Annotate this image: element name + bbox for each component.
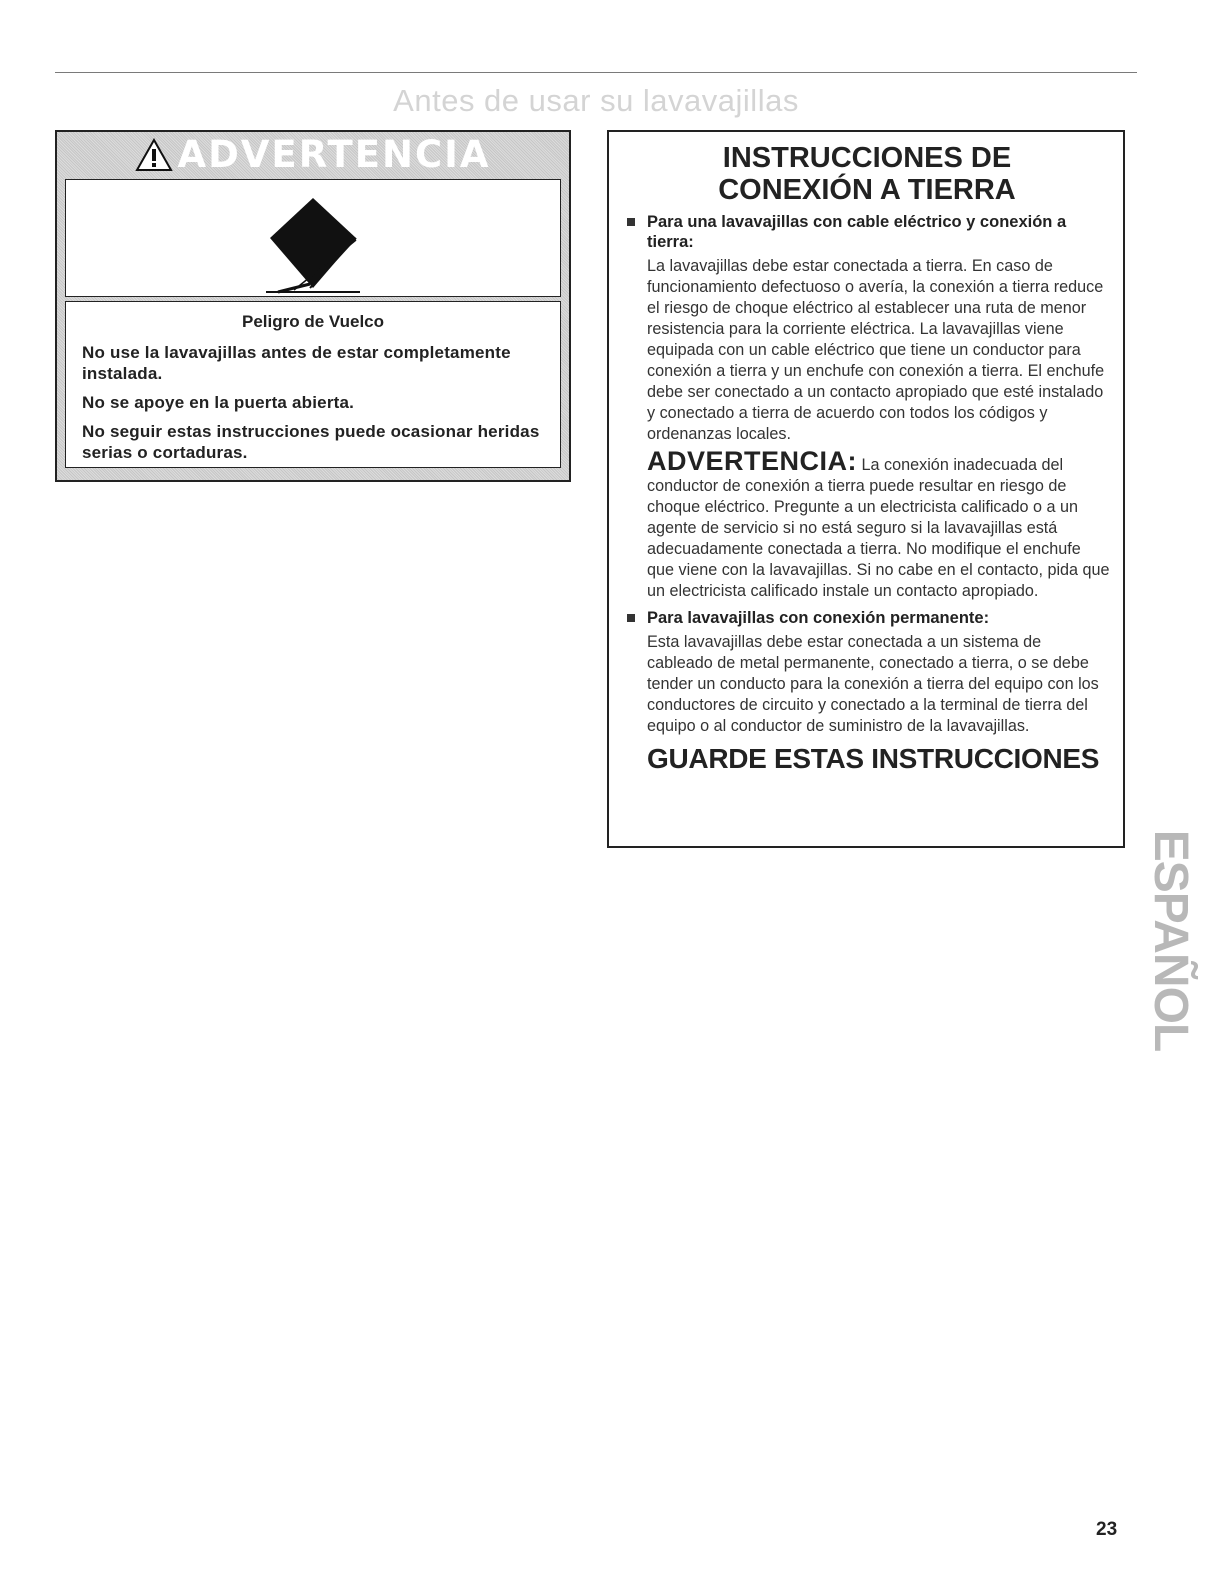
hazard-image-panel [65, 179, 561, 297]
grounding-title-line1: INSTRUCCIONES DE [722, 142, 1012, 174]
warning-line: No seguir estas instrucciones puede ocasionar heridas serias o cortaduras. [82, 422, 540, 462]
save-instructions-heading: GUARDE ESTAS INSTRUCCIONES [647, 743, 1100, 774]
bullet-square-icon [627, 218, 635, 226]
language-tab-label: ESPAÑOL [1144, 829, 1198, 1051]
cord-connected-heading-text: Para una lavavajillas con cable eléctrico y conexión a tierra: [647, 213, 1067, 251]
hazard-title: Peligro de Vuelco [241, 312, 385, 331]
warning-line: No se apoye en la puerta abierta. [82, 393, 355, 412]
grounding-title-line2: CONEXIÓN A TIERRA [718, 174, 1016, 206]
permanent-connection-body: Esta lavavajillas debe estar conectada a un sistema de cableado de metal permanente, conectado a tierra, o se debe tender un conducto para la conexión a tierra del equipo con los conductores de circuito y conectado a la terminal de tierra del equipo o al conductor de suministro de la lavavajillas. [647, 633, 1099, 735]
grounding-warning-body: La conexión inadecuada del conductor de conexión a tierra puede resultar en riesgo de choque eléctrico. Pregunte a un electricista calificado o a un agente de servicio si no está seguro si la lavavajillas está adecuadamente conectada a tierra. No modifique el enchufe que viene con la lavavajillas. Si no cabe en el contacto, pida que un electricista calificado instale un contacto apropiado. [647, 456, 1110, 600]
page-number: 23 [1096, 1519, 1118, 1540]
cord-connected-heading [623, 212, 1111, 252]
warning-box [55, 130, 571, 482]
grounding-instructions-box [607, 130, 1125, 848]
warning-header-label: ADVERTENCIA [177, 133, 491, 176]
warning-text-panel [65, 301, 561, 468]
tip-over-hazard-icon [248, 192, 378, 296]
permanent-connection-heading-text: Para lavavajillas con conexión permanente: [647, 609, 990, 627]
language-side-tab [1146, 820, 1196, 1060]
warning-triangle-icon [135, 138, 173, 172]
page-title: Antes de usar su lavavajillas [393, 83, 799, 118]
top-divider [55, 72, 1137, 73]
grounding-warning-paragraph [623, 446, 1111, 602]
cord-connected-body: La lavavajillas debe estar conectada a tierra. En caso de funcionamiento defectuoso o avería, la conexión a tierra reduce el riesgo de choque eléctrico al establecer una ruta de menor resistencia para la corriente eléctrica. La lavavajillas viene equipada con un cable eléctrico que tiene un conductor para conexión a tierra y un enchufe con conexión a tierra. El enchufe debe ser conectado a un contacto apropiado que esté instalado y conectado a tierra de acuerdo con todos los códigos y ordenanzas locales. [647, 257, 1105, 443]
grounding-title [623, 142, 1111, 206]
warning-header [65, 132, 561, 177]
bullet-square-icon [627, 614, 635, 622]
permanent-connection-heading [623, 608, 1111, 628]
warning-line: No use la lavavajillas antes de estar completamente instalada. [82, 343, 511, 383]
grounding-warning-label: ADVERTENCIA: [647, 446, 858, 476]
